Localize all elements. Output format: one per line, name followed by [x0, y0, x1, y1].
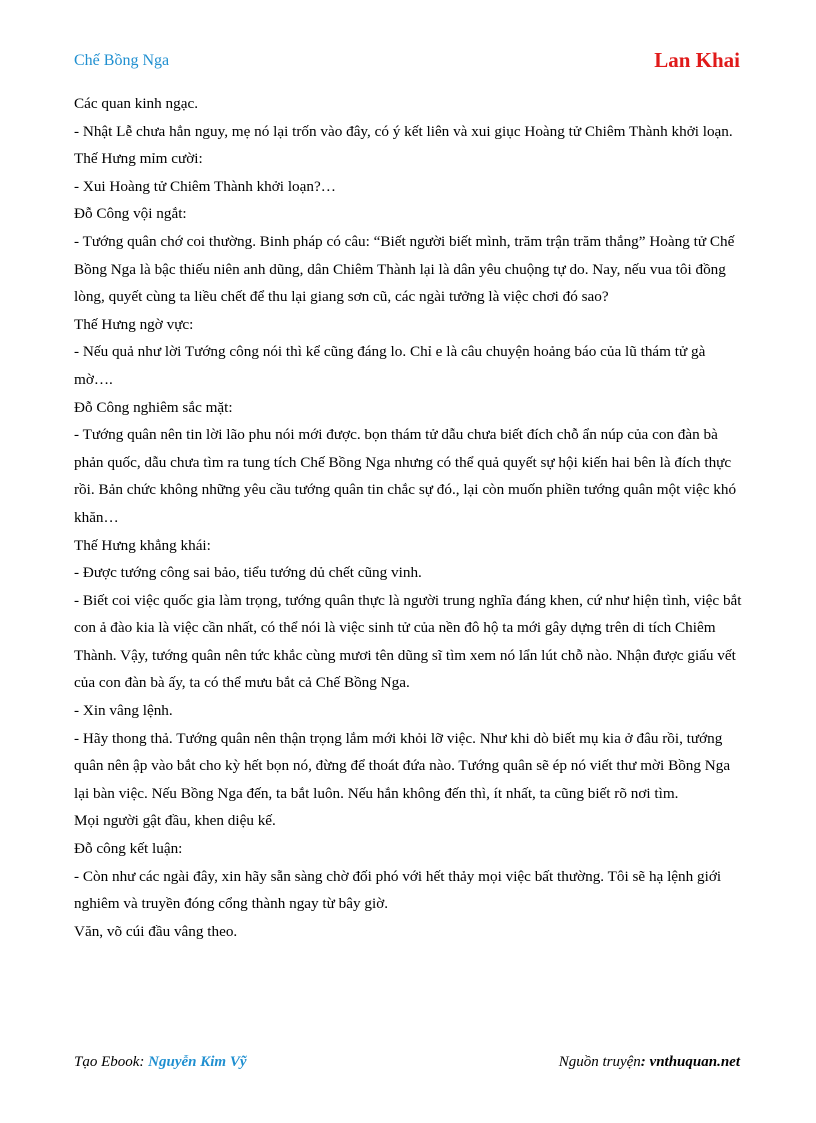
source-separator: :	[640, 1054, 650, 1070]
paragraph: Thế Hưng ngờ vực:	[74, 315, 194, 333]
paragraph: - Nếu quả như lời Tướng công nói thì kể cũng đáng lo. Chỉ e là câu chuyện hoảng báo của lũ thám tử gà mờ….	[74, 343, 706, 388]
page-footer	[74, 1054, 740, 1078]
ebook-separator: :	[139, 1054, 149, 1070]
paragraph: Đỗ Công vội ngắt:	[74, 205, 187, 223]
paragraph: - Hãy thong thả. Tướng quân nên thận trọng lắm mới khỏi lỡ việc. Như khi dò biết mụ kia ở đâu rồi, tướng quân nên ập vào bắt cho kỳ hết bọn nó, đừng để thoát đứa nào. Tướng quân sẽ ép nó viết thư mời Bồng Nga lại bàn việc. Nếu Bồng Nga đến, ta bắt luôn. Nếu hắn không đến thì, ít nhất, ta cũng biết rõ nơi tìm.	[74, 729, 731, 802]
page-body	[74, 90, 746, 945]
paragraph: - Xin vâng lệnh.	[74, 702, 173, 720]
paragraph: Thế Hưng mỉm cười:	[74, 150, 203, 168]
paragraph: Văn, võ cúi đầu vâng theo.	[74, 922, 238, 940]
paragraph: Đỗ công kết luận:	[74, 840, 183, 858]
book-title: Chế Bồng Nga	[74, 52, 170, 69]
paragraph: - Tướng quân chớ coi thường. Binh pháp có câu: “Biết người biết mình, trăm trận trăm thắng” Hoàng tử Chế Bồng Nga là bậc thiếu niên anh dũng, dân Chiêm Thành lại là dân yêu chuộng tự do. Nay, nếu vua tôi đồng lòng, quyết cùng ta liều chết để thu lại giang sơn cũ, các ngài tưởng là việc chơi đó sao?	[74, 232, 735, 306]
paragraph: Đỗ Công nghiêm sắc mặt:	[74, 398, 233, 416]
paragraph: - Nhật Lễ chưa hẳn nguy, mẹ nó lại trốn vào đây, có ý kết liên và xui giục Hoàng tử Chiêm Thành khởi loạn.	[74, 122, 733, 140]
paragraph: - Biết coi việc quốc gia làm trọng, tướng quân thực là người trung nghĩa đáng khen, cứ như hiện tình, việc bắt con ả đào kia là việc cần nhất, có thể nói là việc sinh tử của nền đô hộ ta mới gây dựng trên di tích Chiêm Thành. Vậy, tướng quân nên tức khắc cùng mươi tên dũng sĩ tìm xem nó lẩn lút chỗ nào. Nhận được giấu vết của con đàn bà ấy, ta có thể mưu bắt cả Chế Bồng Nga.	[74, 591, 742, 692]
paragraph: - Được tướng công sai bảo, tiểu tướng dủ chết cũng vinh.	[74, 564, 422, 582]
ebook-creator-name: Nguyễn Kim Vỹ	[148, 1054, 247, 1070]
paragraph: Các quan kinh ngạc.	[74, 95, 198, 112]
source-credit	[559, 1054, 740, 1071]
source-site: vnthuquan.net	[649, 1054, 740, 1070]
page-header	[74, 48, 740, 78]
ebook-credit	[74, 1054, 247, 1071]
paragraph: Thế Hưng khẳng khái:	[74, 536, 211, 554]
ebook-label: Tạo Ebook	[74, 1054, 140, 1070]
paragraph: - Còn như các ngài đây, xin hãy sẵn sàng chờ đối phó với hết thảy mọi việc bất thường. Tôi sẽ hạ lệnh giới nghiêm và truyền đóng cổng thành ngay từ bây giờ.	[74, 867, 722, 913]
source-label: Nguồn truyện	[558, 1054, 641, 1070]
paragraph: Mọi người gật đầu, khen diệu kế.	[74, 812, 276, 830]
paragraph: - Tướng quân nên tin lời lão phu nói mới được. bọn thám tử dẫu chưa biết đích chỗ ẩn núp của con đàn bà phản quốc, dẫu chưa tìm ra tung tích Chế Bồng Nga nhưng có thể quả quyết sự hội kiến hai bên là đích thực rồi. Bản chức không những yêu cầu tướng quân tin chắc sự đó., lại còn muốn phiền tướng quân một việc khó khăn…	[74, 426, 737, 526]
paragraph: - Xui Hoàng tử Chiêm Thành khởi loạn?…	[74, 177, 336, 195]
author-name: Lan Khai	[654, 48, 740, 72]
